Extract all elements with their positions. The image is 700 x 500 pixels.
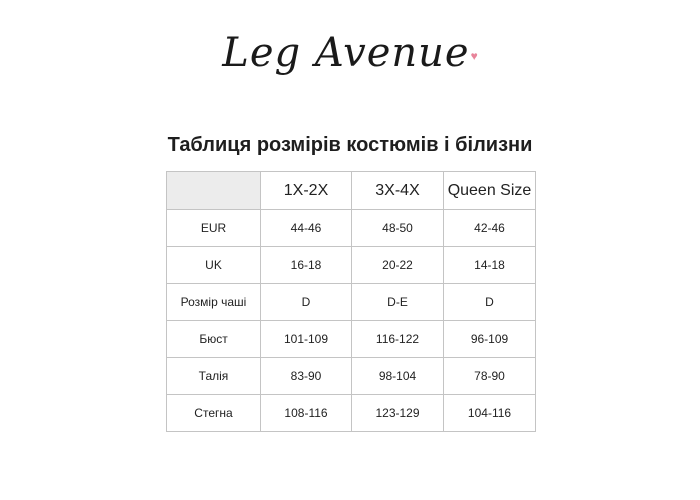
- brand-name: Leg Avenue: [222, 30, 470, 76]
- page-title: Таблиця розмірів костюмів і білизни: [167, 134, 533, 156]
- row-label: UK: [167, 247, 261, 284]
- table-row: [167, 284, 536, 321]
- table-cell: 16-18: [261, 247, 352, 284]
- table-cell: 14-18: [444, 247, 536, 284]
- table-cell: D: [261, 284, 352, 321]
- heart-icon: ♥: [470, 48, 478, 63]
- table-row: [167, 247, 536, 284]
- brand-logo: [0, 30, 700, 76]
- table-cell: 20-22: [352, 247, 444, 284]
- table-cell: D: [444, 284, 536, 321]
- table-cell: 96-109: [444, 321, 536, 358]
- table-cell: 98-104: [352, 358, 444, 395]
- table-cell: 78-90: [444, 358, 536, 395]
- table-row: [167, 395, 536, 432]
- row-label: EUR: [167, 210, 261, 247]
- row-label: Бюст: [167, 321, 261, 358]
- column-header: 1X-2X: [261, 172, 352, 210]
- table-header-row: [167, 172, 536, 210]
- header-corner-cell: [167, 172, 261, 210]
- table-cell: 104-116: [444, 395, 536, 432]
- column-header: Queen Size: [444, 172, 536, 210]
- table-cell: D-E: [352, 284, 444, 321]
- row-label: Розмір чаші: [167, 284, 261, 321]
- table-cell: 123-129: [352, 395, 444, 432]
- table-row: [167, 210, 536, 247]
- table-row: [167, 358, 536, 395]
- row-label: Талія: [167, 358, 261, 395]
- table-cell: 42-46: [444, 210, 536, 247]
- row-label: Стегна: [167, 395, 261, 432]
- table-row: [167, 321, 536, 358]
- table-cell: 101-109: [261, 321, 352, 358]
- table-cell: 108-116: [261, 395, 352, 432]
- table-cell: 48-50: [352, 210, 444, 247]
- table-cell: 44-46: [261, 210, 352, 247]
- table-cell: 83-90: [261, 358, 352, 395]
- column-header: 3X-4X: [352, 172, 444, 210]
- size-chart-table: [166, 171, 536, 432]
- table-cell: 116-122: [352, 321, 444, 358]
